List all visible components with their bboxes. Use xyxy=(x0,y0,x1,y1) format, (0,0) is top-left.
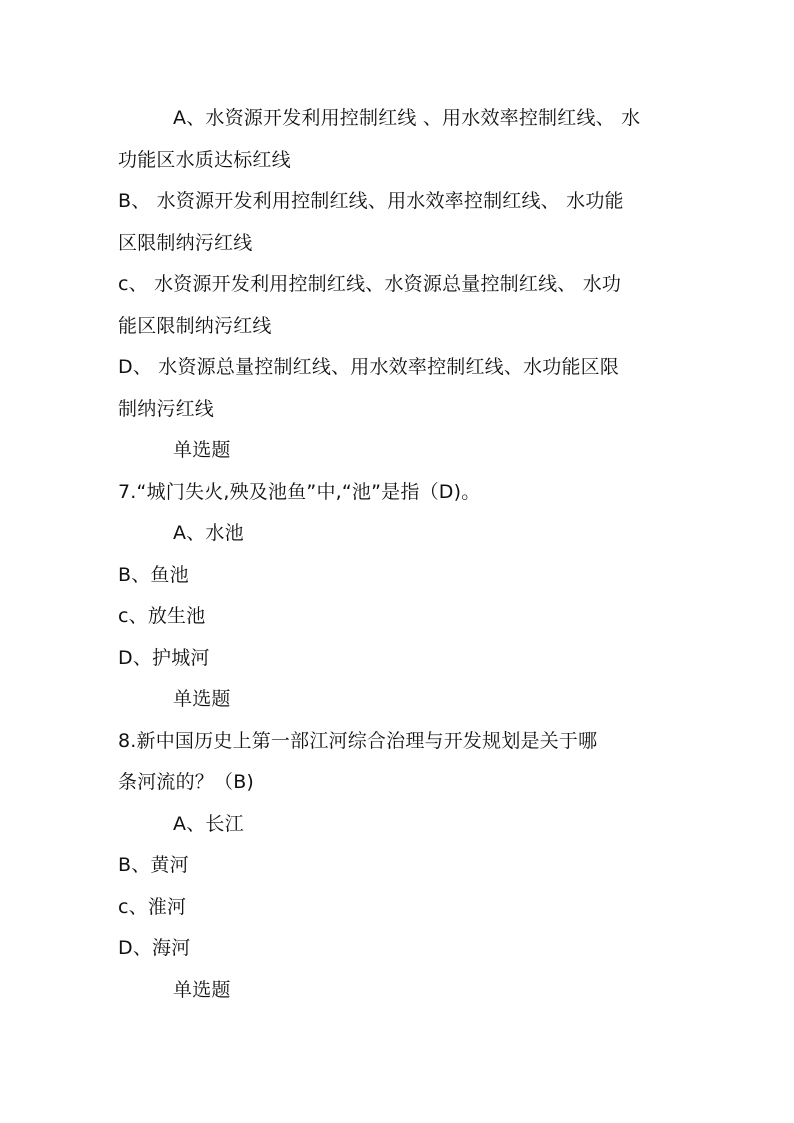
q6-option-c-line2: 能区限制纳污红线 xyxy=(118,315,272,337)
q7-option-d: D、护城河 xyxy=(118,647,210,669)
q6-option-b-line2: 区限制纳污红线 xyxy=(118,232,253,254)
q7-option-c: c、放生池 xyxy=(118,605,206,627)
q7-option-a: A、水池 xyxy=(173,522,244,544)
q8-question-line2: 条河流的？（B) xyxy=(118,771,255,793)
q8-option-d: D、海河 xyxy=(118,937,191,959)
q8-option-a: A、长江 xyxy=(173,813,244,835)
q7-question-type: 单选题 xyxy=(173,688,231,710)
q6-question-type: 单选题 xyxy=(173,439,231,461)
q7-question: 7.“城门失火,殃及池鱼”中,“池”是指（D)。 xyxy=(118,481,481,503)
q8-question-type: 单选题 xyxy=(173,979,231,1001)
q6-option-a-line2: 功能区水质达标红线 xyxy=(118,149,291,171)
q8-question-line1: 8.新中国历史上第一部江河综合治理与开发规划是关于哪 xyxy=(118,730,598,752)
q6-option-d-line2: 制纳污红线 xyxy=(118,398,215,420)
q8-option-b: B、黄河 xyxy=(118,854,189,876)
q6-option-c-line1: c、 水资源开发利用控制红线、水资源总量控制红线、 水功 xyxy=(118,273,622,295)
q6-option-d-line1: D、 水资源总量控制红线、用水效率控制红线、水功能区限 xyxy=(118,356,620,378)
q6-option-a-line1: A、水资源开发利用控制红线 、用水效率控制红线、 水 xyxy=(173,107,641,129)
q7-option-b: B、鱼池 xyxy=(118,564,189,586)
q6-option-b-line1: B、 水资源开发利用控制红线、用水效率控制红线、 水功能 xyxy=(118,190,624,212)
q8-option-c: c、淮河 xyxy=(118,896,187,918)
